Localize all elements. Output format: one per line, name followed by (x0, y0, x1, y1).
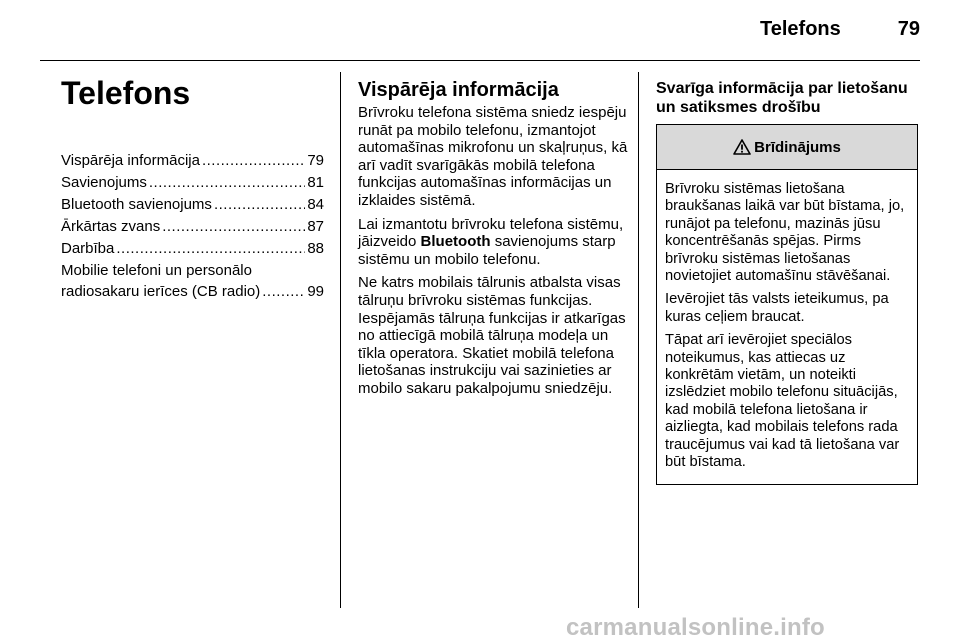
chapter-title: Telefons (61, 75, 191, 111)
toc-leader-dots (116, 239, 305, 260)
warning-paragraph: Ievērojiet tās valsts ieteikumus, pa kuras ceļiem braucat. (665, 291, 889, 325)
header-title: Telefons (760, 18, 841, 40)
toc-leader-dots (202, 151, 305, 172)
toc-item-label: Vispārēja informācija (61, 152, 200, 169)
toc-item-page: 99 (307, 282, 324, 300)
paragraph-text: Lai izmantotu brīvroku telefona sistēmu, jāizveido (358, 215, 624, 251)
safety-column (656, 80, 918, 485)
general-info-column (358, 78, 628, 404)
toc-item[interactable] (61, 151, 324, 172)
paragraph-text: savienojums starp sistēmu un mobilo telefonu. (358, 233, 616, 268)
toc-item-label: Mobilie telefoni un personālo radiosakaru ierīces (CB radio) (61, 262, 261, 300)
toc-item[interactable] (61, 173, 324, 194)
warning-paragraph: Tāpat arī ievērojiet speciālos noteikumus, kas attiecas uz konkrētām vietām, un noteikti izslēdziet mobilo telefonu situācijās, kad mobilā telefona lietošana ir aizliegta, kad mobilais telefons rada traucējumus vai kad tā lietošana var būt bīstama. (665, 332, 900, 471)
watermark-logo[interactable]: carmanualsonline.info (566, 614, 825, 641)
toc-item-label: Savienojums (61, 174, 147, 191)
toc-leader-dots (214, 195, 305, 216)
toc-leader-dots (149, 173, 305, 194)
toc-item-label: Darbība (61, 240, 115, 257)
warning-heading: Brīdinājums (754, 138, 841, 156)
toc-item-page: 87 (307, 218, 324, 235)
section-title: Vispārēja informācija (358, 79, 559, 101)
paragraph: Brīvroku telefona sistēma sniedz iespēju runāt pa mobilo telefonu, izmantojot automašīnas mikrofonu un skaļruņus, kā arī vadīt svarīgākās mobilā telefona funkcijas automašīnas informācijas un izklaides sistēmā. (358, 104, 628, 209)
chapter-column (61, 75, 324, 304)
toc-leader-dots (262, 282, 305, 303)
warning-box (656, 124, 918, 485)
bluetooth-term: Bluetooth (420, 233, 491, 251)
toc-item[interactable] (61, 239, 324, 260)
warning-body (657, 170, 917, 484)
warning-header (657, 125, 917, 170)
column-divider-left (340, 72, 341, 608)
toc-item-page: 88 (307, 240, 324, 257)
toc-item-label: Bluetooth savienojums (61, 196, 212, 213)
paragraph (358, 216, 628, 269)
toc-leader-dots (162, 217, 305, 238)
header-rule (40, 60, 920, 61)
toc-item-page: 84 (307, 196, 324, 213)
toc-item[interactable] (61, 217, 324, 238)
toc-item[interactable] (61, 195, 324, 216)
safety-title: Svarīga informācija par lietošanu un satiksmes drošību (656, 80, 908, 116)
paragraph: Ne katrs mobilais tālrunis atbalsta visas tālruņu brīvroku sistēmas funkcijas. Iespējamās tālruņa funkcijas ir atkarīgas no attiecīgā mobilā tālruņa modeļa un tīkla operatora. Skatiet mobilā telefona lietošanas instrukciju vai sazinieties ar mobilo sakaru pakalpojumu sniedzēju. (358, 274, 626, 397)
table-of-contents (61, 151, 324, 302)
warning-triangle-icon (733, 139, 751, 155)
toc-item-page: 79 (307, 152, 324, 169)
toc-item[interactable] (61, 261, 324, 302)
warning-paragraph: Brīvroku sistēmas lietošana braukšanas laikā var būt bīstama, jo, runājot pa telefonu, mazinās jūsu koncentrēšanās spējas. Pirms brīvroku sistēmas lietošanas novietojiet automašīnu stāvēšanai. (665, 181, 905, 285)
page-number: 79 (897, 18, 920, 40)
toc-item-page: 81 (307, 174, 324, 191)
column-divider-right (638, 72, 639, 608)
toc-item-label: Ārkārtas zvans (61, 218, 161, 235)
